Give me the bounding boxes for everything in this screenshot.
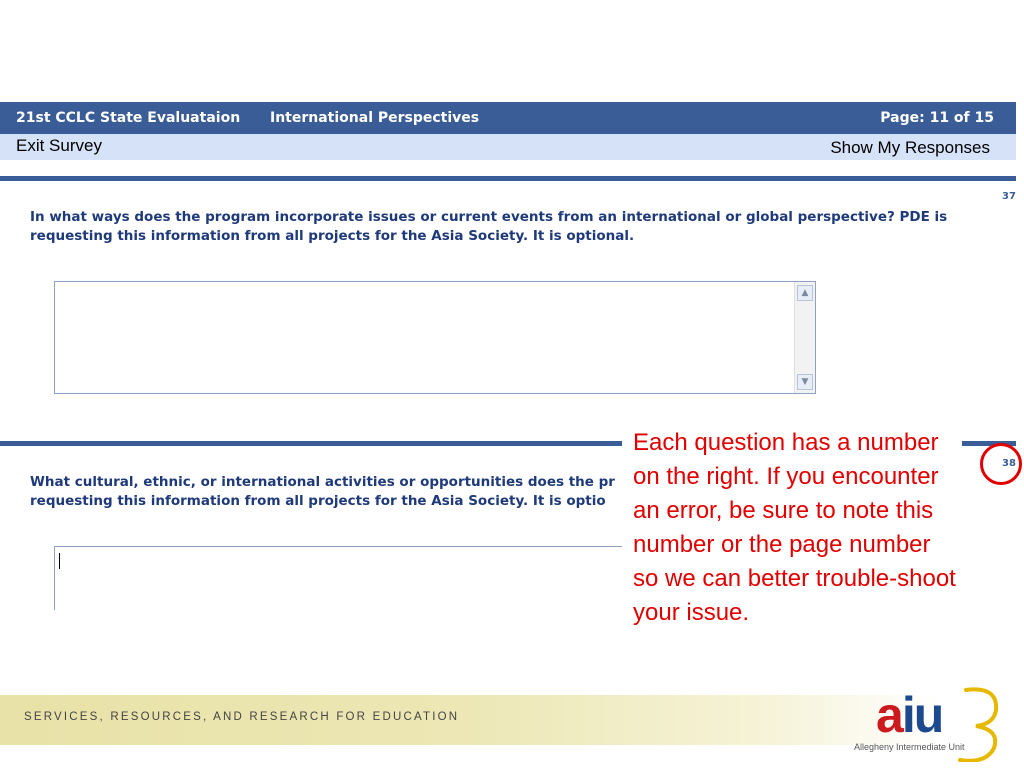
response-textarea-37[interactable] (54, 281, 816, 394)
textarea-scrollbar[interactable] (794, 282, 815, 393)
survey-name: Exit Survey (16, 136, 102, 155)
annotation-callout: Each question has a number on the right. If you encounter an error, be sure to note this number or the page number so we can better trouble-shoot your issue. (622, 424, 962, 664)
question-text-38-line2: requesting this information from all projects for the Asia Society. It is optio (30, 493, 606, 509)
logo-letter-a: a (876, 687, 902, 743)
scroll-down-arrow-icon[interactable]: ▼ (797, 374, 813, 390)
page-indicator: Page: 11 of 15 (880, 110, 994, 126)
scroll-up-arrow-icon[interactable]: ▲ (797, 285, 813, 301)
survey-header-bar (0, 102, 1016, 134)
question-number-38: 38 (1002, 458, 1016, 469)
section-title: International Perspectives (270, 110, 480, 126)
logo-org-name: Allegheny Intermediate Unit (854, 742, 965, 752)
section-divider (0, 176, 1016, 181)
footer-tagline: SERVICES, RESOURCES, AND RESEARCH FOR EDUCATION (24, 711, 460, 723)
logo-letters-iu: iu (901, 687, 943, 743)
highlight-circle-icon (980, 443, 1022, 485)
aiu-logo (848, 680, 1008, 762)
question-text-37: In what ways does the program incorporate issues or current events from an international or global perspective? PDE is requesting this information from all projects for the Asia Society. It is optional. (30, 209, 948, 244)
logo-wordmark (876, 688, 942, 742)
survey-title: 21st CCLC State Evaluataion (16, 110, 241, 126)
question-text-38-line1: What cultural, ethnic, or international activities or opportunities does the pr (30, 474, 615, 490)
text-cursor (59, 553, 60, 569)
survey-subheader (0, 134, 1016, 160)
show-my-responses-link[interactable]: Show My Responses (830, 138, 990, 157)
question-number-37: 37 (1002, 191, 1016, 202)
